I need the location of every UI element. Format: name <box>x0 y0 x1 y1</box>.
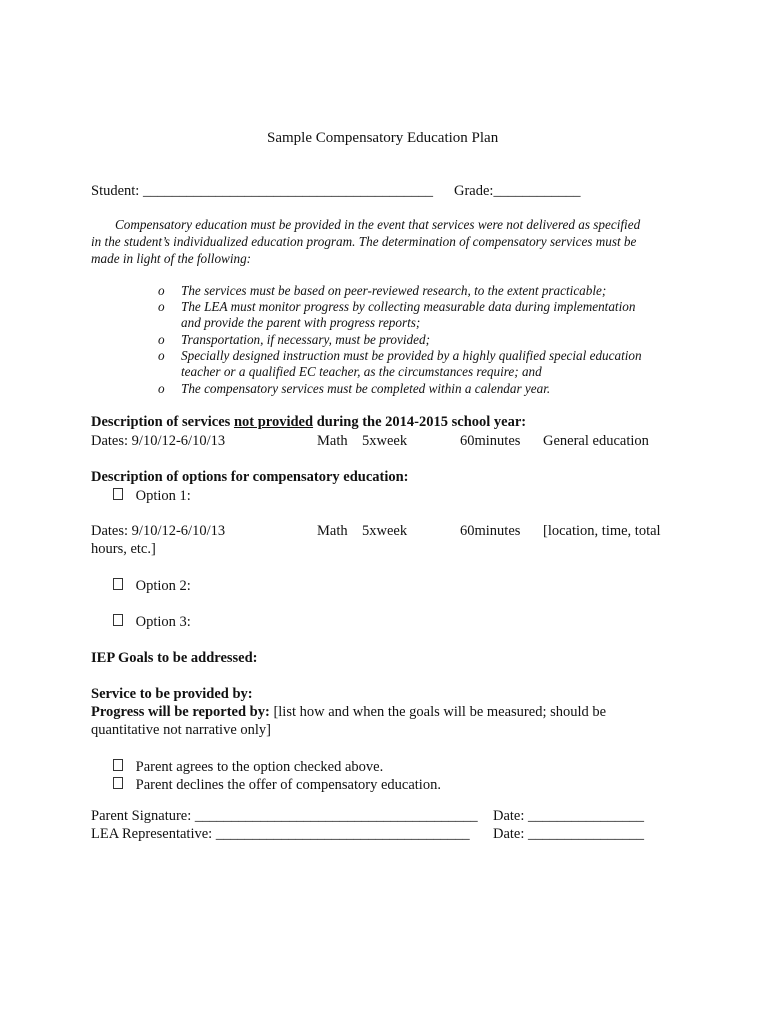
decline-checkbox[interactable] <box>113 777 123 789</box>
dates-row-1-subject: Math <box>317 433 348 449</box>
bullet-marker: o <box>158 348 165 363</box>
agree-label: Parent agrees to the option checked above. <box>135 759 384 775</box>
student-field[interactable]: Student: ________________________________________ <box>91 183 433 199</box>
dates-row-2-continuation: hours, etc.] <box>91 541 156 557</box>
bullet-item: The LEA must monitor progress by collecting measurable data during implementation <box>181 299 636 314</box>
dates-row-1-location: General education <box>543 433 649 449</box>
progress-text: [list how and when the goals will be measured; should be <box>269 704 607 720</box>
bullet-item-continuation: teacher or a qualified EC teacher, as the circumstances require; and <box>181 364 542 379</box>
services-heading-underlined: not provided <box>233 414 314 430</box>
options-heading: Description of options for compensatory education: <box>91 469 409 485</box>
services-heading <box>91 414 526 431</box>
option-1-checkbox[interactable] <box>113 488 123 500</box>
bullet-item-continuation: and provide the parent with progress reports; <box>181 315 421 330</box>
intro-line-3: made in light of the following: <box>91 251 252 266</box>
progress-heading: Progress will be reported by: <box>91 704 270 720</box>
dates-row-2-frequency: 5xweek <box>362 523 408 539</box>
option-2-checkbox[interactable] <box>113 578 123 590</box>
parent-signature-field[interactable]: Parent Signature: _______________________________________ <box>91 808 478 824</box>
intro-line-2: in the student’s individualized education program. The determination of compensatory services must be <box>91 234 637 249</box>
dates-row-2-dates: Dates: 9/10/12-6/10/13 <box>91 523 226 539</box>
service-heading: Service to be provided by: <box>91 686 253 702</box>
bullet-marker: o <box>158 283 165 298</box>
agree-row[interactable] <box>113 759 383 776</box>
dates-row-2-subject: Math <box>317 523 348 539</box>
decline-row[interactable] <box>113 777 441 794</box>
option-3-row[interactable] <box>113 614 191 631</box>
bullet-item: The services must be based on peer-reviewed research, to the extent practicable; <box>181 283 607 298</box>
parent-date-field[interactable]: Date: ________________ <box>493 808 645 824</box>
option-2-label: Option 2: <box>135 578 191 594</box>
lea-representative-field[interactable]: LEA Representative: ___________________________________ <box>91 826 470 842</box>
dates-row-1-frequency: 5xweek <box>362 433 408 449</box>
progress-text-continuation: quantitative not narrative only] <box>91 722 271 738</box>
bullet-item: The compensatory services must be completed within a calendar year. <box>181 381 551 396</box>
dates-row-1-dates: Dates: 9/10/12-6/10/13 <box>91 433 226 449</box>
bullet-marker: o <box>158 299 165 314</box>
bullet-marker: o <box>158 332 165 347</box>
intro-line-1: Compensatory education must be provided in the event that services were not delivered as specified <box>115 217 641 232</box>
decline-label: Parent declines the offer of compensatory education. <box>135 777 441 793</box>
bullet-item: Specially designed instruction must be provided by a highly qualified special education <box>181 348 642 363</box>
dates-row-2-location: [location, time, total <box>543 523 661 539</box>
bullet-marker: o <box>158 381 165 396</box>
option-3-checkbox[interactable] <box>113 614 123 626</box>
services-heading-pre: Description of services <box>91 414 234 430</box>
lea-date-field[interactable]: Date: ________________ <box>493 826 645 842</box>
dates-row-2-duration: 60minutes <box>460 523 521 539</box>
agree-checkbox[interactable] <box>113 759 123 771</box>
dates-row-1-duration: 60minutes <box>460 433 521 449</box>
bullet-item: Transportation, if necessary, must be provided; <box>181 332 430 347</box>
option-1-row[interactable] <box>113 488 191 505</box>
grade-field[interactable]: Grade:____________ <box>454 183 581 199</box>
option-2-row[interactable] <box>113 578 191 595</box>
option-1-label: Option 1: <box>135 488 191 504</box>
services-heading-post: during the 2014-2015 school year: <box>313 414 527 430</box>
option-3-label: Option 3: <box>135 614 191 630</box>
iep-goals-heading: IEP Goals to be addressed: <box>91 650 258 666</box>
progress-row <box>91 704 606 721</box>
document-title: Sample Compensatory Education Plan <box>267 130 499 146</box>
